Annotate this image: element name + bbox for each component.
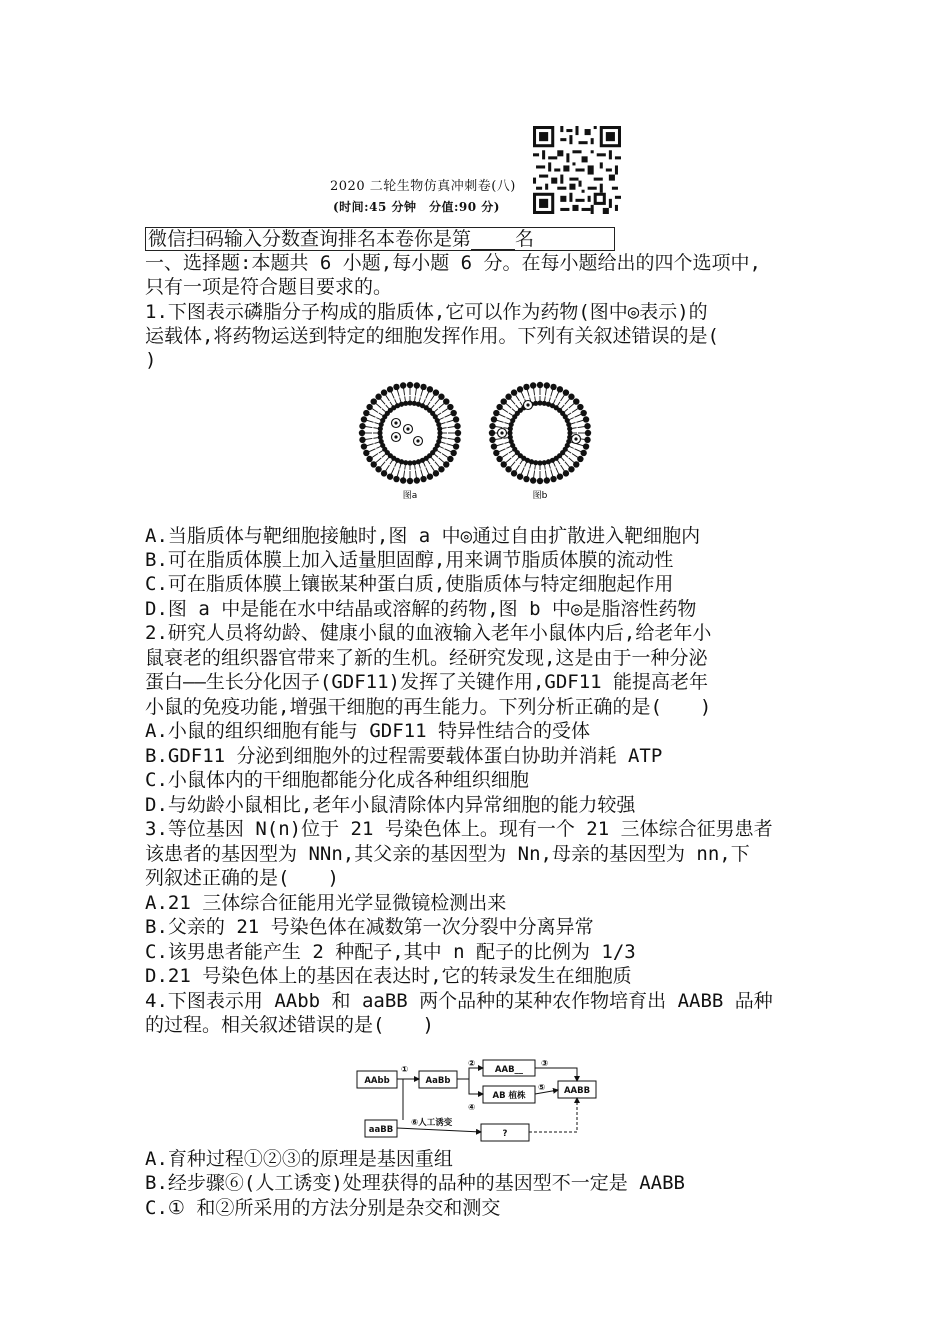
liposome-b [489, 382, 591, 484]
lipid-a-outer-head [454, 423, 460, 429]
lipid-b-outer-head [577, 456, 583, 462]
lipid-a-outer-head [381, 389, 387, 395]
lipid-a-outer-head [414, 477, 420, 483]
section-line-2: 只有一项是符合题目要求的。 [145, 276, 393, 298]
lipid-b-outer-head [580, 450, 586, 456]
q1-option-b[interactable]: B.可在脂质体膜上加入适量胆固醇,用来调节脂质体膜的流动性 [145, 549, 674, 571]
lipid-b-outer-head [544, 477, 550, 483]
lipid-a-outer-head [414, 382, 420, 388]
liposome-a [359, 382, 461, 484]
q3-option-c[interactable]: C.该男患者能产生 2 种配子,其中 n 配子的比例为 1/3 [145, 941, 636, 963]
step-1: ① [401, 1065, 409, 1075]
step-3: ③ [541, 1059, 549, 1069]
lipid-b-outer-head [550, 476, 556, 482]
q3-option-b[interactable]: B.父亲的 21 号染色体在减数第一次分裂中分离异常 [145, 916, 594, 938]
q2-stem-4: 小鼠的免疫功能,增强干细胞的再生能力。下列分析正确的是( ) [145, 696, 712, 718]
lipid-b-outer-head [583, 416, 589, 422]
lipid-b-outer-head [491, 443, 497, 449]
exam-subtitle: (时间:45 分钟 分值:90 分) [333, 200, 500, 214]
breeding-diagram [355, 1058, 605, 1144]
lipid-a-outer-head [454, 437, 460, 443]
lipid-b-outer-head [557, 473, 563, 479]
lipid-a-outer-head [359, 430, 365, 436]
lipid-b-outer-head [489, 430, 495, 436]
lipid-a-outer-head [359, 423, 365, 429]
lipid-b-outer-head [517, 473, 523, 479]
q3-option-a[interactable]: A.21 三体综合征能用光学显微镜检测出来 [145, 892, 507, 914]
q4-option-a[interactable]: A.育种过程①②③的原理是基因重组 [145, 1148, 453, 1170]
lipid-a-outer-head [363, 450, 369, 456]
q2-stem-3: 蛋白——生长分化因子(GDF11)发挥了关键作用,GDF11 能提高老年 [145, 671, 709, 693]
exam-title: 2020 二轮生物仿真冲刺卷(八) [330, 179, 516, 194]
lipid-b-inner-head [567, 426, 572, 431]
lipid-a-outer-head [387, 386, 393, 392]
lipid-a-outer-head [407, 382, 413, 388]
label-aabb-parent: AAbb [364, 1076, 390, 1086]
step-4: ④ [468, 1103, 476, 1113]
lipid-a-outer-head [407, 478, 413, 484]
lipid-b-outer-head [557, 386, 563, 392]
rank-box [145, 227, 615, 251]
step-2: ② [468, 1059, 476, 1069]
q1-stem-3: ) [145, 349, 157, 371]
lipid-a-outer-head [400, 382, 406, 388]
lipid-a-outer-head [363, 410, 369, 416]
lipid-b-outer-head [585, 430, 591, 436]
lipid-b-outer-head [523, 384, 529, 390]
lipid-b-outer-head [537, 382, 543, 388]
lipid-b-outer-head [530, 382, 536, 388]
lipid-b-outer-head [511, 470, 517, 476]
q3-option-d[interactable]: D.21 号染色体上的基因在表达时,它的转录发生在细胞质 [145, 965, 632, 987]
lipid-b-outer-head [530, 477, 536, 483]
liposome-figure [358, 375, 598, 503]
fig-a-label: 图a [402, 491, 418, 501]
lipid-a-outer-head [381, 470, 387, 476]
q2-option-d[interactable]: D.与幼龄小鼠相比,老年小鼠清除体内异常细胞的能力较强 [145, 794, 636, 816]
lipid-a-outer-head [433, 470, 439, 476]
lipid-a-inner-head [437, 426, 442, 431]
lipid-a-outer-head [455, 430, 461, 436]
step-6: ⑥人工诱变 [411, 1118, 453, 1128]
lipid-a-outer-head [359, 437, 365, 443]
lipid-a-outer-head [450, 410, 456, 416]
q1-option-a[interactable]: A.当脂质体与靶细胞接触时,图 a 中◎通过自由扩散进入靶细胞内 [145, 525, 701, 547]
lipid-a-outer-head [433, 389, 439, 395]
step-5: ⑤ [538, 1083, 546, 1093]
lipid-a-outer-head [393, 384, 399, 390]
lipid-a-outer-head [366, 456, 372, 462]
q1-stem-2: 运载体,将药物运送到特定的细胞发挥作用。下列有关叙述错误的是( [145, 325, 719, 347]
lipid-b-outer-head [493, 450, 499, 456]
section-line-1: 一、选择题:本题共 6 小题,每小题 6 分。在每小题给出的四个选项中, [145, 252, 761, 274]
lipid-b-outer-head [537, 478, 543, 484]
q1-option-d[interactable]: D.图 a 中是能在水中结晶或溶解的药物,图 b 中◎是脂溶性药物 [145, 598, 697, 620]
lipid-b-outer-head [580, 410, 586, 416]
lipid-a-outer-head [387, 473, 393, 479]
q1-stem-1: 1.下图表示磷脂分子构成的脂质体,它可以作为药物(图中◎表示)的 [145, 301, 708, 323]
lipid-a-outer-head [420, 476, 426, 482]
qr-code[interactable] [532, 126, 622, 214]
lipid-b-outer-head [563, 389, 569, 395]
lipid-a-outer-head [361, 416, 367, 422]
label-unknown: ? [502, 1129, 508, 1139]
lipid-b-outer-head [496, 404, 502, 410]
label-aabb-second: aaBB [368, 1125, 394, 1135]
lipid-b-outer-head [584, 423, 590, 429]
lipid-a-outer-head [366, 404, 372, 410]
q4-option-b[interactable]: B.经步骤⑥(人工诱变)处理获得的品种的基因型不一定是 AABB [145, 1172, 685, 1194]
q4-stem-2: 的过程。相关叙述错误的是( ) [145, 1014, 434, 1036]
lipid-b-outer-head [563, 470, 569, 476]
lipid-a-outer-head [393, 476, 399, 482]
lipid-b-outer-head [577, 404, 583, 410]
lipid-b-outer-head [511, 389, 517, 395]
lipid-b-outer-head [523, 476, 529, 482]
label-aabb-f1: AaBb [425, 1076, 451, 1086]
q3-stem-1: 3.等位基因 N(n)位于 21 号染色体上。现有一个 21 三体综合征男患者 [145, 818, 773, 840]
q2-stem-2: 鼠衰老的组织器官带来了新的生机。经研究发现,这是由于一种分泌 [145, 647, 708, 669]
lipid-b-outer-head [584, 437, 590, 443]
lipid-b-outer-head [550, 384, 556, 390]
lipid-b-outer-head [517, 386, 523, 392]
lipid-a-outer-head [427, 473, 433, 479]
q3-stem-3: 列叙述正确的是( ) [145, 867, 339, 889]
label-aab: AAB__ [494, 1065, 524, 1075]
lipid-b-outer-head [489, 423, 495, 429]
q3-stem-2: 该患者的基因型为 NNn,其父亲的基因型为 Nn,母亲的基因型为 nn,下 [145, 843, 750, 865]
rank-suffix: 名 [515, 228, 535, 250]
q2-stem-1: 2.研究人员将幼龄、健康小鼠的血液输入老年小鼠体内后,给老年小 [145, 622, 712, 644]
q2-option-b[interactable]: B.GDF11 分泌到细胞外的过程需要载体蛋白协助并消耗 ATP [145, 745, 663, 767]
rank-blank [471, 232, 515, 250]
lipid-a-outer-head [361, 443, 367, 449]
lipid-b-outer-head [544, 382, 550, 388]
lipid-a-outer-head [453, 443, 459, 449]
label-aabb-target: AABB [563, 1086, 591, 1096]
lipid-a-outer-head [420, 384, 426, 390]
lipid-a-outer-head [453, 416, 459, 422]
lipid-a-outer-head [447, 404, 453, 410]
lipid-b-outer-head [493, 410, 499, 416]
q1-option-c[interactable]: C.可在脂质体膜上镶嵌某种蛋白质,使脂质体与特定细胞起作用 [145, 573, 674, 595]
lipid-a-outer-head [400, 477, 406, 483]
lipid-a-outer-head [427, 386, 433, 392]
q2-option-c[interactable]: C.小鼠体内的干细胞都能分化成各种组织细胞 [145, 769, 529, 791]
lipid-b-outer-head [491, 416, 497, 422]
lipid-b-outer-head [489, 437, 495, 443]
label-ab-plant: AB 植株 [492, 1091, 526, 1101]
lipid-b-outer-head [583, 443, 589, 449]
q4-stem-1: 4.下图表示用 AAbb 和 aaBB 两个品种的某种农作物培育出 AABB 品种 [145, 990, 773, 1012]
q4-option-c[interactable]: C.① 和②所采用的方法分别是杂交和测交 [145, 1197, 501, 1219]
fig-b-label: 图b [532, 491, 548, 501]
lipid-a-outer-head [450, 450, 456, 456]
lipid-b-outer-head [496, 456, 502, 462]
q2-option-a[interactable]: A.小鼠的组织细胞有能与 GDF11 特异性结合的受体 [145, 720, 590, 742]
rank-prefix: 微信扫码输入分数查询排名本卷你是第 [148, 228, 472, 250]
lipid-a-outer-head [447, 456, 453, 462]
